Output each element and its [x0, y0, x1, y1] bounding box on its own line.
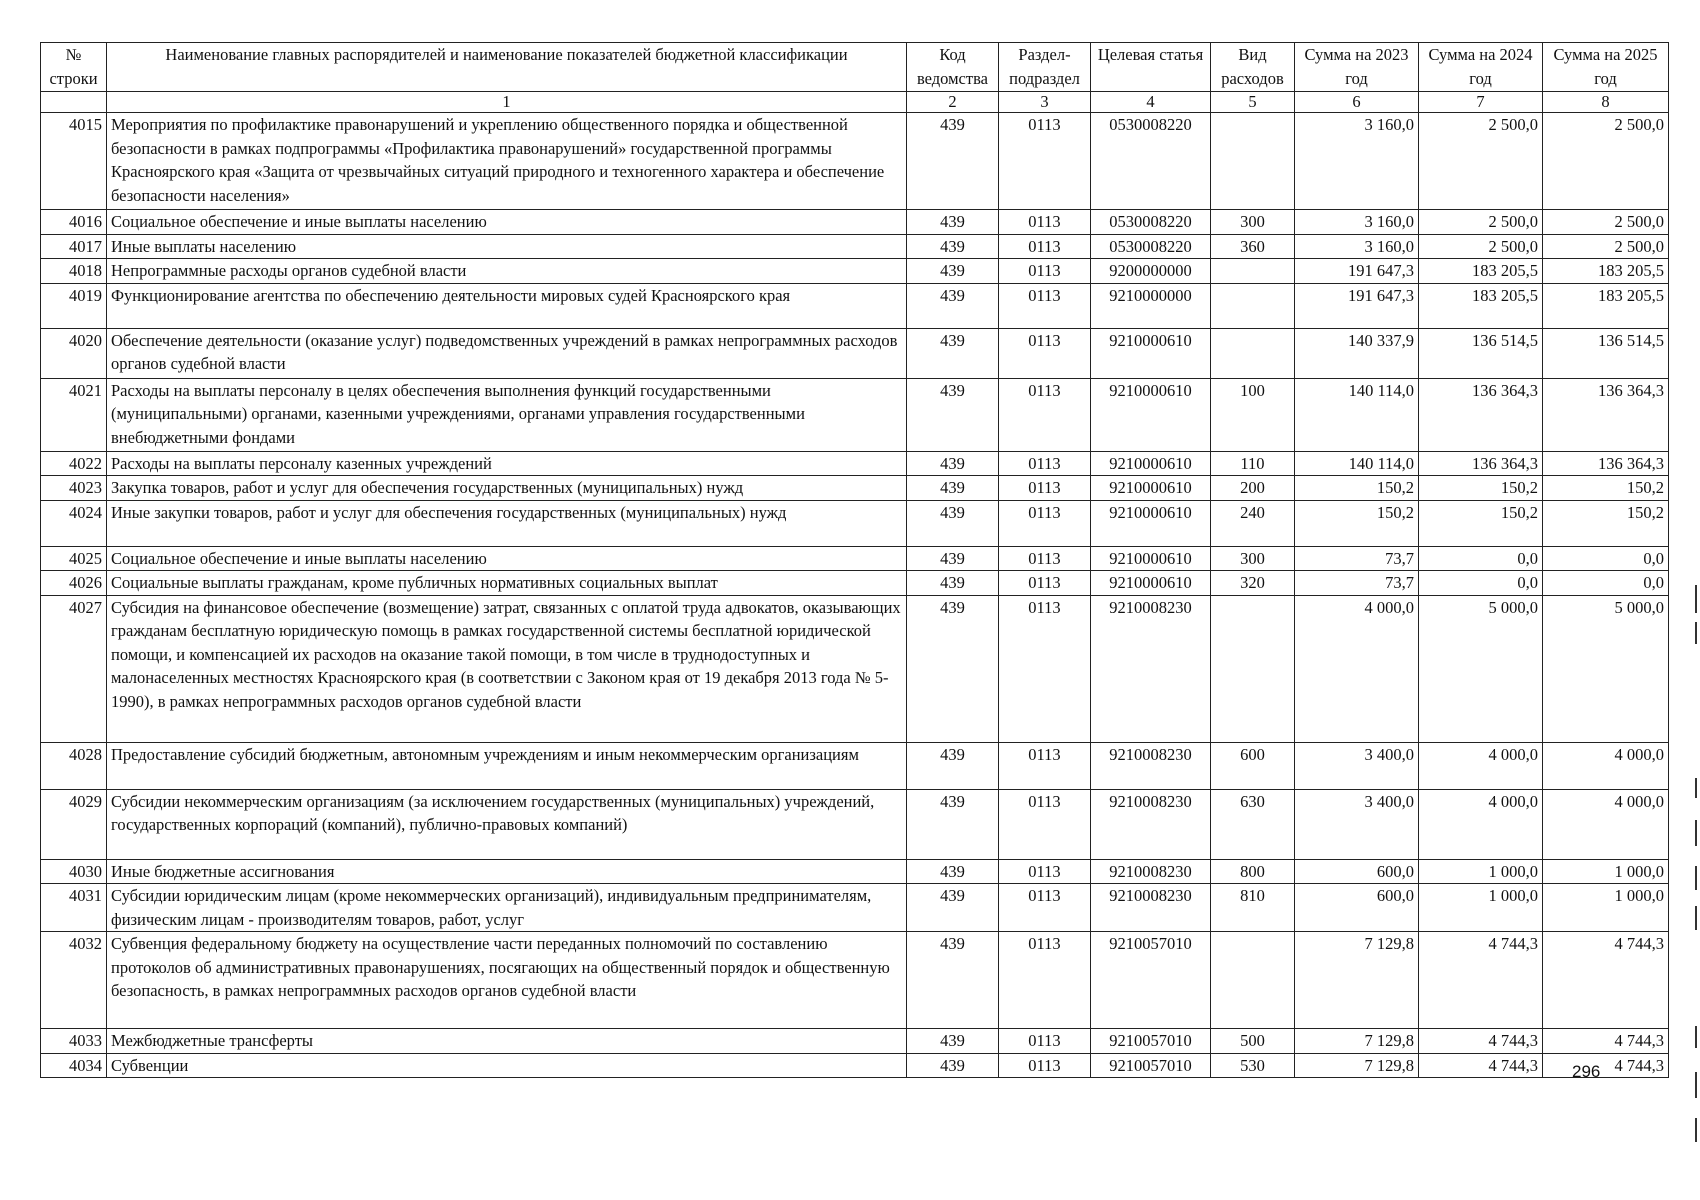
- table-row: [41, 378, 1669, 451]
- row-name: Социальное обеспечение и иные выплаты населению: [107, 546, 907, 571]
- row-section-code: 0113: [999, 884, 1091, 932]
- row-sum-2023: 150,2: [1295, 500, 1419, 546]
- row-sum-2024: 136 364,3: [1419, 378, 1543, 451]
- row-target-code: 9200000000: [1091, 259, 1211, 284]
- row-sum-2025: 1 000,0: [1543, 884, 1669, 932]
- row-sum-2023: 140 337,9: [1295, 328, 1419, 378]
- scan-edge-mark: [1695, 1026, 1697, 1048]
- row-dept-code: 439: [907, 259, 999, 284]
- row-sum-2025: 4 000,0: [1543, 742, 1669, 789]
- row-expense-type: 320: [1211, 571, 1295, 596]
- table-row: [41, 234, 1669, 259]
- row-dept-code: 439: [907, 283, 999, 328]
- row-sum-2024: 183 205,5: [1419, 259, 1543, 284]
- scan-edge-mark: [1695, 866, 1697, 890]
- row-expense-type: 810: [1211, 884, 1295, 932]
- row-section-code: 0113: [999, 1029, 1091, 1054]
- table-row: [41, 932, 1669, 1029]
- row-target-code: 9210000610: [1091, 500, 1211, 546]
- row-target-code: 0530008220: [1091, 210, 1211, 235]
- row-section-code: 0113: [999, 113, 1091, 210]
- header-2024: Сумма на 2024 год: [1419, 43, 1543, 92]
- row-dept-code: 439: [907, 113, 999, 210]
- row-expense-type: [1211, 113, 1295, 210]
- row-number: 4025: [41, 546, 107, 571]
- row-sum-2025: 0,0: [1543, 546, 1669, 571]
- row-name: Субвенция федеральному бюджету на осуществление части переданных полномочий по составлению протоколов об административных правонарушениях, посягающих на общественный порядок и общественную безопасность, в рамках непрограммных расходов органов судебной власти: [107, 932, 907, 1029]
- row-sum-2025: 150,2: [1543, 500, 1669, 546]
- row-sum-2023: 73,7: [1295, 546, 1419, 571]
- row-dept-code: 439: [907, 1029, 999, 1054]
- row-expense-type: 530: [1211, 1053, 1295, 1078]
- row-number: 4034: [41, 1053, 107, 1078]
- row-dept-code: 439: [907, 571, 999, 596]
- row-target-code: 9210000610: [1091, 571, 1211, 596]
- row-section-code: 0113: [999, 210, 1091, 235]
- row-name: Непрограммные расходы органов судебной власти: [107, 259, 907, 284]
- index-cell: 5: [1211, 92, 1295, 113]
- row-section-code: 0113: [999, 328, 1091, 378]
- row-name: Обеспечение деятельности (оказание услуг) подведомственных учреждений в рамках непрограммных расходов органов судебной власти: [107, 328, 907, 378]
- row-sum-2024: 1 000,0: [1419, 859, 1543, 884]
- index-cell: 4: [1091, 92, 1211, 113]
- scan-edge-mark: [1695, 906, 1697, 930]
- row-expense-type: 600: [1211, 742, 1295, 789]
- row-name: Закупка товаров, работ и услуг для обеспечения государственных (муниципальных) нужд: [107, 476, 907, 501]
- row-target-code: 9210008230: [1091, 859, 1211, 884]
- scan-edge-mark: [1695, 820, 1697, 846]
- row-target-code: 9210000610: [1091, 328, 1211, 378]
- row-target-code: 0530008220: [1091, 113, 1211, 210]
- index-cell: 8: [1543, 92, 1669, 113]
- scan-edge-mark: [1695, 778, 1697, 798]
- row-number: 4017: [41, 234, 107, 259]
- row-expense-type: 110: [1211, 451, 1295, 476]
- header-section: Раздел-подраздел: [999, 43, 1091, 92]
- row-sum-2023: 7 129,8: [1295, 1029, 1419, 1054]
- row-sum-2024: 136 514,5: [1419, 328, 1543, 378]
- row-sum-2023: 3 400,0: [1295, 742, 1419, 789]
- header-row: [41, 43, 1669, 92]
- row-section-code: 0113: [999, 595, 1091, 742]
- row-number: 4031: [41, 884, 107, 932]
- row-sum-2025: 4 000,0: [1543, 789, 1669, 859]
- row-sum-2025: 150,2: [1543, 476, 1669, 501]
- row-dept-code: 439: [907, 1053, 999, 1078]
- row-sum-2023: 3 160,0: [1295, 234, 1419, 259]
- table-row: [41, 859, 1669, 884]
- row-dept-code: 439: [907, 500, 999, 546]
- row-dept-code: 439: [907, 210, 999, 235]
- row-target-code: 9210057010: [1091, 1029, 1211, 1054]
- row-expense-type: [1211, 259, 1295, 284]
- row-target-code: 9210008230: [1091, 742, 1211, 789]
- index-cell: 2: [907, 92, 999, 113]
- row-sum-2024: 2 500,0: [1419, 234, 1543, 259]
- scan-edge-mark: [1695, 1072, 1697, 1098]
- row-sum-2024: 183 205,5: [1419, 283, 1543, 328]
- row-sum-2025: 2 500,0: [1543, 210, 1669, 235]
- table-row: [41, 283, 1669, 328]
- row-sum-2023: 4 000,0: [1295, 595, 1419, 742]
- row-number: 4022: [41, 451, 107, 476]
- row-name: Субсидии юридическим лицам (кроме некоммерческих организаций), индивидуальным предпринимателям, физическим лицам - производителям товаров, работ, услуг: [107, 884, 907, 932]
- row-name: Иные бюджетные ассигнования: [107, 859, 907, 884]
- row-sum-2025: 2 500,0: [1543, 113, 1669, 210]
- index-cell: 1: [107, 92, 907, 113]
- row-section-code: 0113: [999, 932, 1091, 1029]
- row-number: 4029: [41, 789, 107, 859]
- table-row: [41, 571, 1669, 596]
- row-dept-code: 439: [907, 378, 999, 451]
- row-sum-2024: 4 744,3: [1419, 932, 1543, 1029]
- row-dept-code: 439: [907, 789, 999, 859]
- row-target-code: 0530008220: [1091, 234, 1211, 259]
- row-number: 4027: [41, 595, 107, 742]
- table-row: [41, 1053, 1669, 1078]
- scan-edge-mark: [1695, 585, 1697, 613]
- table-row: [41, 595, 1669, 742]
- row-sum-2025: 2 500,0: [1543, 234, 1669, 259]
- index-cell: [41, 92, 107, 113]
- index-cell: 7: [1419, 92, 1543, 113]
- table-row: [41, 1029, 1669, 1054]
- row-sum-2025: 183 205,5: [1543, 283, 1669, 328]
- row-dept-code: 439: [907, 932, 999, 1029]
- row-name: Функционирование агентства по обеспечению деятельности мировых судей Красноярского края: [107, 283, 907, 328]
- row-section-code: 0113: [999, 378, 1091, 451]
- row-sum-2025: 4 744,3: [1543, 1053, 1669, 1078]
- row-section-code: 0113: [999, 571, 1091, 596]
- row-sum-2025: 136 514,5: [1543, 328, 1669, 378]
- row-sum-2025: 4 744,3: [1543, 932, 1669, 1029]
- row-target-code: 9210000610: [1091, 378, 1211, 451]
- row-sum-2025: 4 744,3: [1543, 1029, 1669, 1054]
- row-sum-2023: 3 160,0: [1295, 210, 1419, 235]
- row-sum-2023: 3 160,0: [1295, 113, 1419, 210]
- row-target-code: 9210057010: [1091, 932, 1211, 1029]
- row-dept-code: 439: [907, 328, 999, 378]
- row-name: Субвенции: [107, 1053, 907, 1078]
- table-row: [41, 259, 1669, 284]
- row-dept-code: 439: [907, 451, 999, 476]
- row-section-code: 0113: [999, 451, 1091, 476]
- row-number: 4024: [41, 500, 107, 546]
- row-number: 4019: [41, 283, 107, 328]
- table-row: [41, 210, 1669, 235]
- row-target-code: 9210057010: [1091, 1053, 1211, 1078]
- row-target-code: 9210000610: [1091, 546, 1211, 571]
- row-expense-type: 800: [1211, 859, 1295, 884]
- row-number: 4018: [41, 259, 107, 284]
- row-sum-2024: 136 364,3: [1419, 451, 1543, 476]
- index-cell: 3: [999, 92, 1091, 113]
- table-row: [41, 789, 1669, 859]
- row-expense-type: 500: [1211, 1029, 1295, 1054]
- budget-table: [40, 42, 1669, 1078]
- row-sum-2023: 7 129,8: [1295, 1053, 1419, 1078]
- row-section-code: 0113: [999, 1053, 1091, 1078]
- row-expense-type: 300: [1211, 546, 1295, 571]
- row-target-code: 9210000000: [1091, 283, 1211, 328]
- header-dept: Код ведомства: [907, 43, 999, 92]
- row-expense-type: [1211, 932, 1295, 1029]
- row-sum-2023: 150,2: [1295, 476, 1419, 501]
- row-sum-2024: 2 500,0: [1419, 210, 1543, 235]
- row-number: 4015: [41, 113, 107, 210]
- header-num: № строки: [41, 43, 107, 92]
- row-sum-2025: 1 000,0: [1543, 859, 1669, 884]
- row-number: 4021: [41, 378, 107, 451]
- row-sum-2023: 600,0: [1295, 884, 1419, 932]
- row-number: 4026: [41, 571, 107, 596]
- row-section-code: 0113: [999, 500, 1091, 546]
- row-expense-type: [1211, 283, 1295, 328]
- row-expense-type: 100: [1211, 378, 1295, 451]
- table-row: [41, 451, 1669, 476]
- row-section-code: 0113: [999, 546, 1091, 571]
- row-name: Межбюджетные трансферты: [107, 1029, 907, 1054]
- row-sum-2024: 150,2: [1419, 476, 1543, 501]
- row-name: Социальные выплаты гражданам, кроме публичных нормативных социальных выплат: [107, 571, 907, 596]
- table-row: [41, 476, 1669, 501]
- row-expense-type: 630: [1211, 789, 1295, 859]
- row-dept-code: 439: [907, 546, 999, 571]
- table-row: [41, 546, 1669, 571]
- header-2023: Сумма на 2023 год: [1295, 43, 1419, 92]
- row-name: Мероприятия по профилактике правонарушений и укреплению общественного порядка и общественной безопасности в рамках подпрограммы «Профилактика правонарушений» государственной программы Красноярского края «Защита от чрезвычайных ситуаций природного и техногенного характера и обеспечение безопасности населения»: [107, 113, 907, 210]
- table-row: [41, 328, 1669, 378]
- row-sum-2024: 150,2: [1419, 500, 1543, 546]
- table-row: [41, 113, 1669, 210]
- row-expense-type: 300: [1211, 210, 1295, 235]
- row-target-code: 9210008230: [1091, 789, 1211, 859]
- column-index-row: [41, 92, 1669, 113]
- row-dept-code: 439: [907, 859, 999, 884]
- row-sum-2024: 0,0: [1419, 571, 1543, 596]
- row-sum-2024: 1 000,0: [1419, 884, 1543, 932]
- row-number: 4020: [41, 328, 107, 378]
- row-sum-2023: 600,0: [1295, 859, 1419, 884]
- row-sum-2025: 136 364,3: [1543, 378, 1669, 451]
- row-dept-code: 439: [907, 476, 999, 501]
- scan-edge-mark: [1695, 622, 1697, 644]
- row-sum-2023: 3 400,0: [1295, 789, 1419, 859]
- row-sum-2025: 136 364,3: [1543, 451, 1669, 476]
- row-dept-code: 439: [907, 884, 999, 932]
- header-target: Целевая статья: [1091, 43, 1211, 92]
- row-sum-2024: 4 000,0: [1419, 789, 1543, 859]
- row-sum-2025: 5 000,0: [1543, 595, 1669, 742]
- scan-edge-mark: [1695, 1118, 1697, 1142]
- row-target-code: 9210008230: [1091, 595, 1211, 742]
- header-type: Вид расходов: [1211, 43, 1295, 92]
- row-sum-2023: 7 129,8: [1295, 932, 1419, 1029]
- row-sum-2025: 183 205,5: [1543, 259, 1669, 284]
- row-expense-type: 240: [1211, 500, 1295, 546]
- row-section-code: 0113: [999, 742, 1091, 789]
- row-name: Расходы на выплаты персоналу казенных учреждений: [107, 451, 907, 476]
- row-number: 4028: [41, 742, 107, 789]
- table-row: [41, 742, 1669, 789]
- row-number: 4023: [41, 476, 107, 501]
- row-expense-type: 200: [1211, 476, 1295, 501]
- row-name: Субсидия на финансовое обеспечение (возмещение) затрат, связанных с оплатой труда адвокатов, оказывающих гражданам бесплатную юридическую помощь в рамках государственной системы бесплатной юридической помощи, и компенсацией их расходов на оказание такой помощи, в том числе в труднодоступных и малонаселенных местностях Красноярского края (в соответствии с Законом края от 19 декабря 2013 года № 5-1990), в рамках непрограммных расходов органов судебной власти: [107, 595, 907, 742]
- row-sum-2023: 140 114,0: [1295, 378, 1419, 451]
- row-name: Субсидии некоммерческим организациям (за исключением государственных (муниципальных) учреждений, государственных корпораций (компаний), публично-правовых компаний): [107, 789, 907, 859]
- row-sum-2024: 5 000,0: [1419, 595, 1543, 742]
- row-section-code: 0113: [999, 859, 1091, 884]
- row-target-code: 9210000610: [1091, 451, 1211, 476]
- row-number: 4030: [41, 859, 107, 884]
- row-target-code: 9210008230: [1091, 884, 1211, 932]
- row-name: Иные выплаты населению: [107, 234, 907, 259]
- row-section-code: 0113: [999, 259, 1091, 284]
- table-row: [41, 500, 1669, 546]
- row-section-code: 0113: [999, 789, 1091, 859]
- row-dept-code: 439: [907, 595, 999, 742]
- row-number: 4033: [41, 1029, 107, 1054]
- index-cell: 6: [1295, 92, 1419, 113]
- row-sum-2024: 0,0: [1419, 546, 1543, 571]
- row-section-code: 0113: [999, 234, 1091, 259]
- row-name: Предоставление субсидий бюджетным, автономным учреждениям и иным некоммерческим организациям: [107, 742, 907, 789]
- row-name: Иные закупки товаров, работ и услуг для обеспечения государственных (муниципальных) нужд: [107, 500, 907, 546]
- row-sum-2023: 73,7: [1295, 571, 1419, 596]
- row-sum-2023: 191 647,3: [1295, 283, 1419, 328]
- row-dept-code: 439: [907, 742, 999, 789]
- row-section-code: 0113: [999, 476, 1091, 501]
- table-row: [41, 884, 1669, 932]
- row-target-code: 9210000610: [1091, 476, 1211, 501]
- row-sum-2023: 140 114,0: [1295, 451, 1419, 476]
- row-expense-type: 360: [1211, 234, 1295, 259]
- header-2025: Сумма на 2025 год: [1543, 43, 1669, 92]
- row-sum-2023: 191 647,3: [1295, 259, 1419, 284]
- row-expense-type: [1211, 328, 1295, 378]
- row-number: 4032: [41, 932, 107, 1029]
- row-name: Расходы на выплаты персоналу в целях обеспечения выполнения функций государственными (муниципальными) органами, казенными учреждениями, органами управления государственными внебюджетными фондами: [107, 378, 907, 451]
- header-name: Наименование главных распорядителей и наименование показателей бюджетной классификации: [107, 43, 907, 92]
- row-sum-2025: 0,0: [1543, 571, 1669, 596]
- row-dept-code: 439: [907, 234, 999, 259]
- row-sum-2024: 4 744,3: [1419, 1053, 1543, 1078]
- row-sum-2024: 4 000,0: [1419, 742, 1543, 789]
- row-expense-type: [1211, 595, 1295, 742]
- row-number: 4016: [41, 210, 107, 235]
- row-name: Социальное обеспечение и иные выплаты населению: [107, 210, 907, 235]
- page-number: 296: [1572, 1062, 1601, 1081]
- row-sum-2024: 2 500,0: [1419, 113, 1543, 210]
- row-sum-2024: 4 744,3: [1419, 1029, 1543, 1054]
- row-section-code: 0113: [999, 283, 1091, 328]
